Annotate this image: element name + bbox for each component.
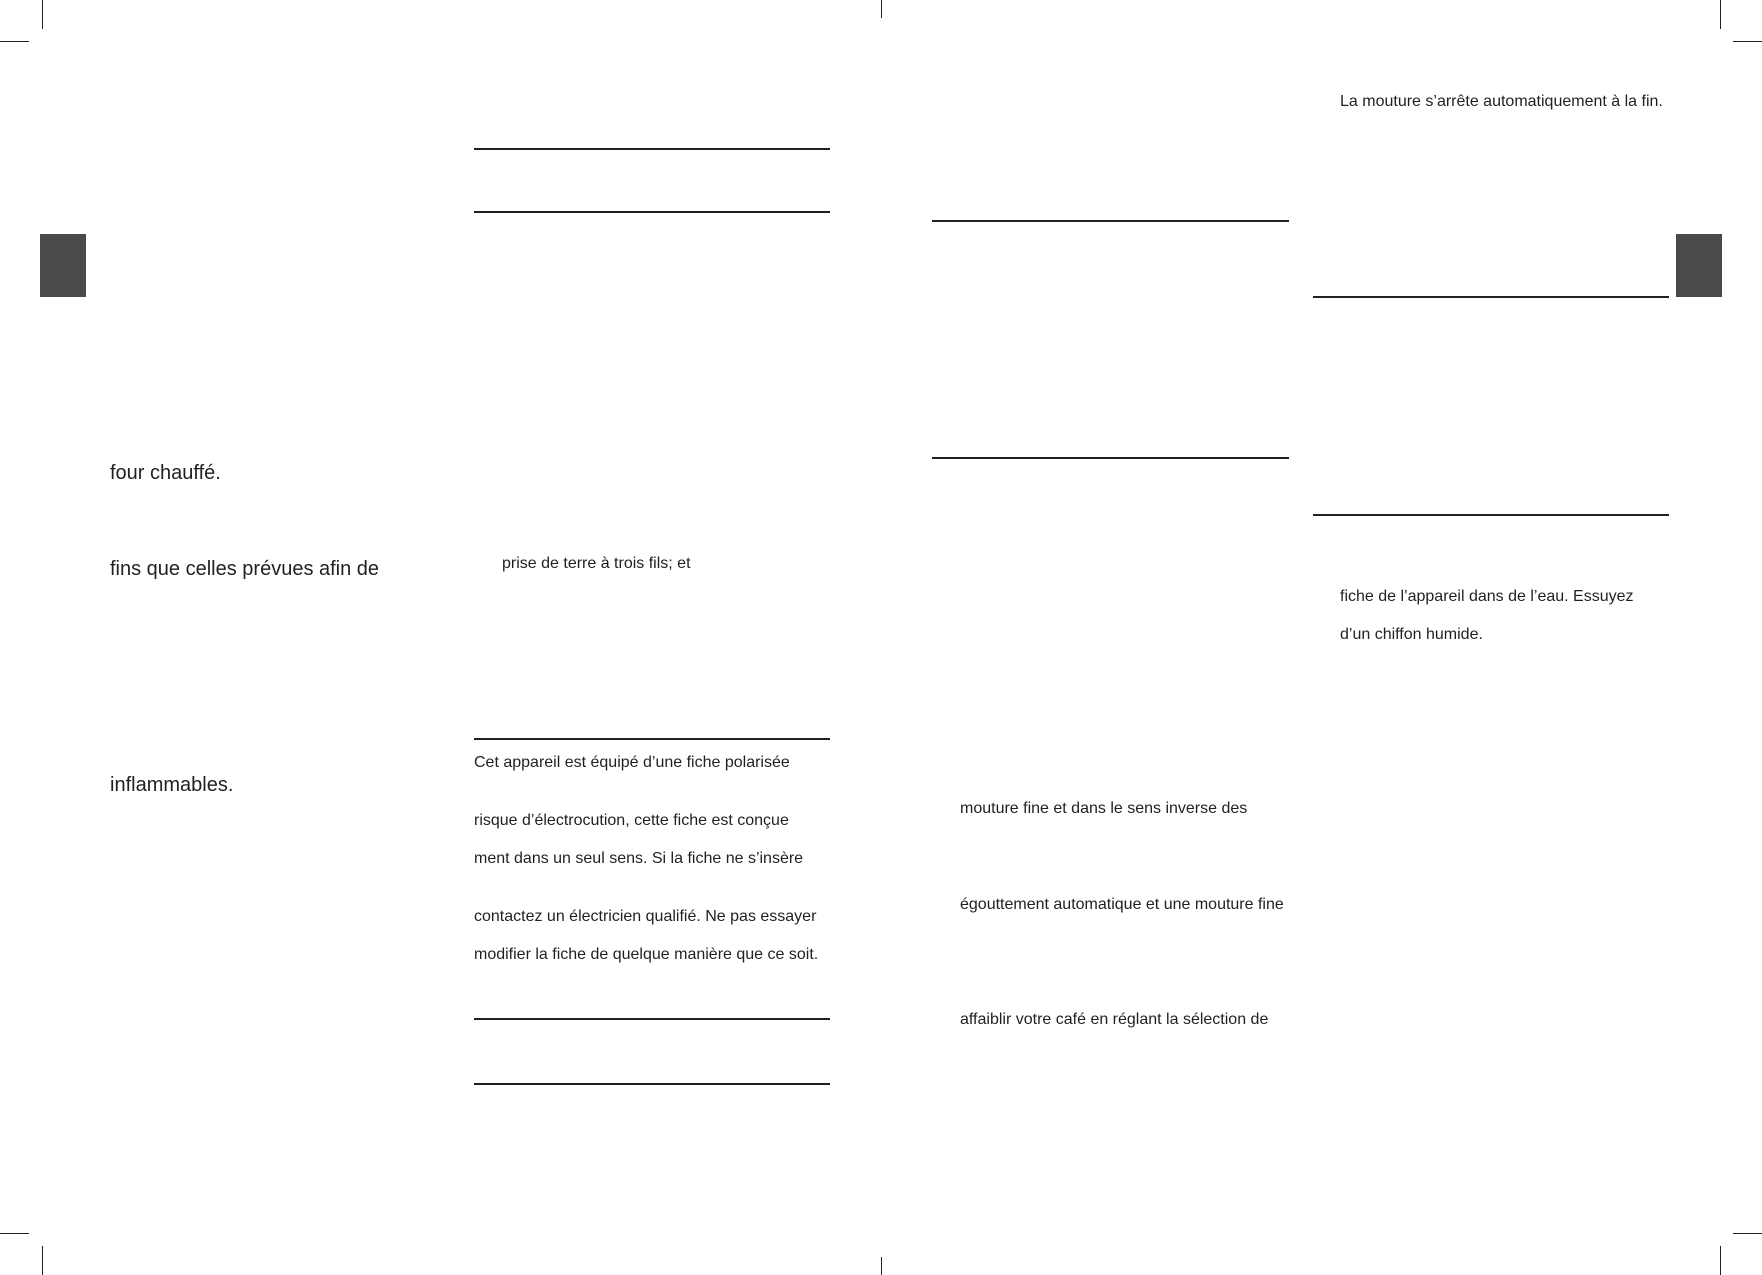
polarized-plug-line: Cet appareil est équipé d’une fiche polarisée [474, 754, 790, 771]
col3-text-fine-grind: mouture fine et dans le sens inverse des [960, 800, 1248, 817]
col2-rule [474, 1018, 830, 1020]
crop-mark [42, 1246, 43, 1275]
col3-rule [932, 457, 1289, 459]
polarized-plug-line: modifier la fiche de quelque manière que ce soit. [474, 946, 819, 963]
col2-rule [474, 148, 830, 150]
crop-mark [0, 1233, 29, 1234]
crop-mark [1733, 1233, 1762, 1234]
col3-rule [932, 220, 1289, 222]
col2-rule [474, 1083, 830, 1085]
left-section-tab [40, 234, 86, 297]
col2-text-ground: prise de terre à trois fils; et [502, 555, 691, 572]
col4-text-water: fiche de l’appareil dans de l’eau. Essuyez [1340, 588, 1634, 605]
col1-text-flammable: inflammables. [110, 774, 234, 796]
col1-text-oven: four chauffé. [110, 462, 221, 484]
polarized-plug-line: contactez un électricien qualifié. Ne pas essayer [474, 908, 817, 925]
crop-mark [1720, 0, 1721, 29]
col4-rule [1313, 296, 1669, 298]
col2-rule [474, 738, 830, 740]
col2-rule [474, 211, 830, 213]
crop-mark [881, 1257, 882, 1275]
col3-text-weaken: affaiblir votre café en réglant la sélection de [960, 1011, 1269, 1028]
col4-text-cloth: d’un chiffon humide. [1340, 626, 1483, 643]
polarized-plug-line: risque d’électrocution, cette fiche est conçue [474, 812, 789, 829]
col4-text-auto-stop: La mouture s’arrête automatiquement à la fin. [1340, 93, 1663, 110]
col1-text-purpose: fins que celles prévues afin de [110, 558, 380, 580]
crop-mark [1720, 1246, 1721, 1275]
col3-text-auto-drip: égouttement automatique et une mouture fine [960, 896, 1284, 913]
crop-mark [0, 41, 29, 42]
crop-mark [881, 0, 882, 18]
col4-rule [1313, 514, 1669, 516]
right-section-tab [1676, 234, 1722, 297]
crop-mark [1733, 41, 1762, 42]
crop-mark [42, 0, 43, 29]
polarized-plug-line: ment dans un seul sens. Si la fiche ne s’insère [474, 850, 804, 867]
